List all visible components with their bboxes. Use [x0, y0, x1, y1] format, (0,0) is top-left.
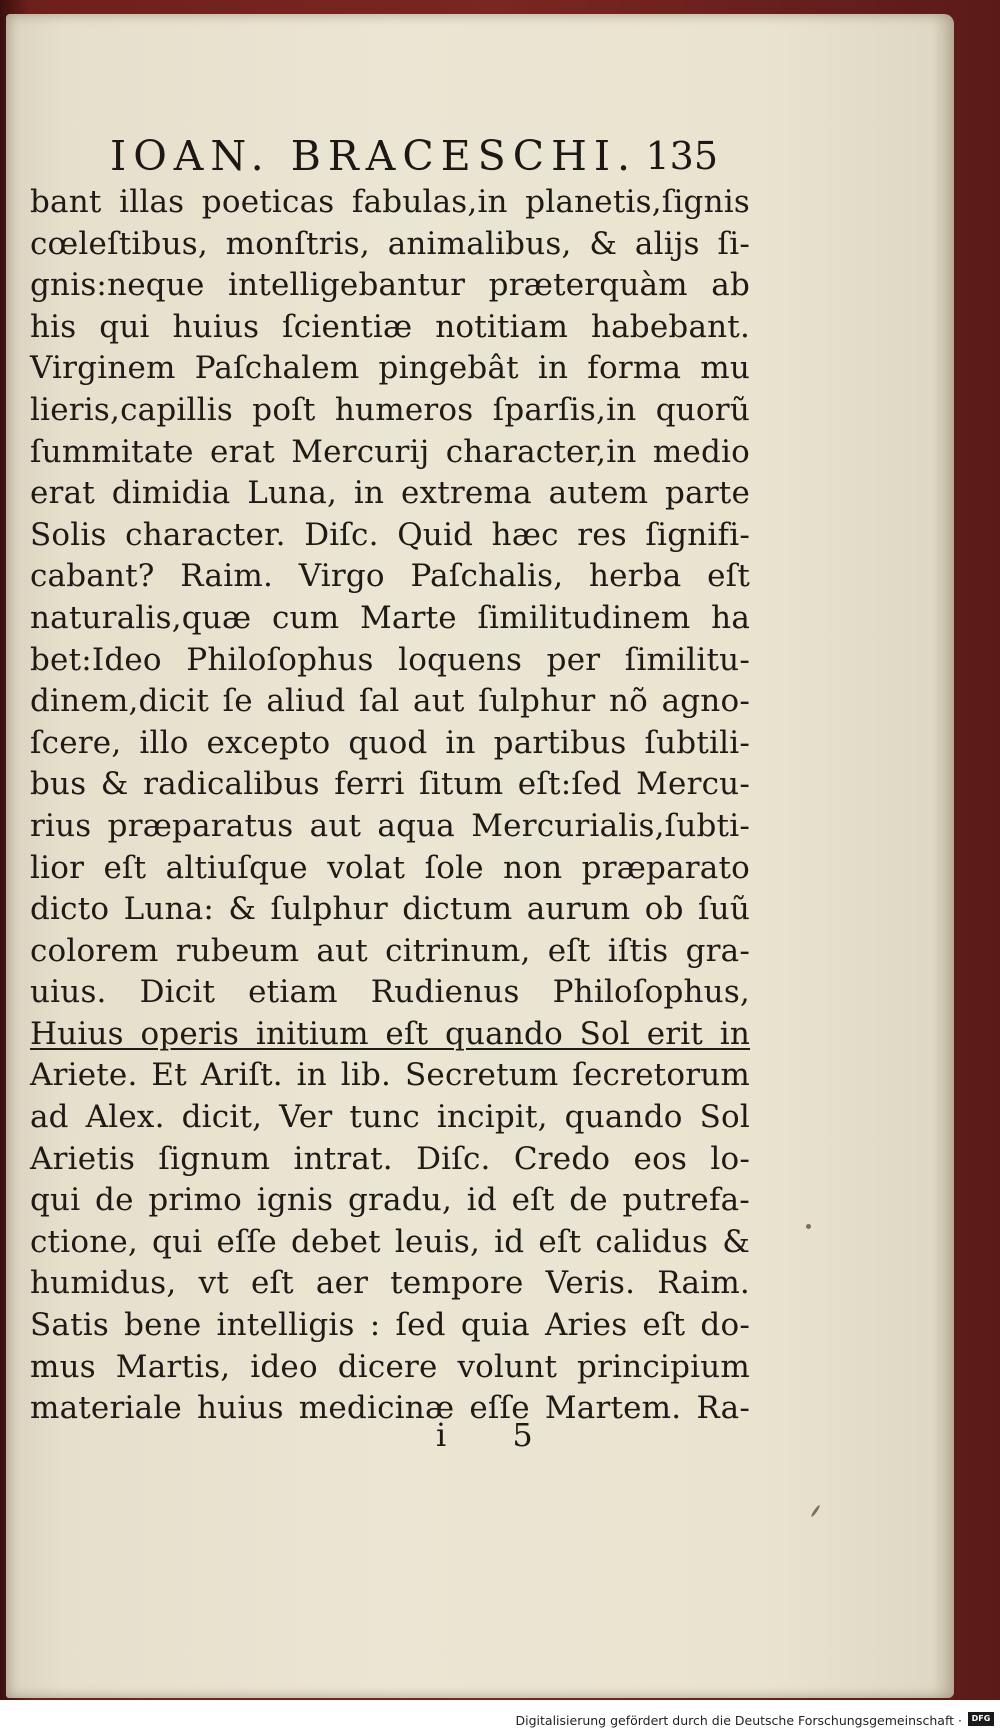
text-line: Arietis ſignum intrat. Diſc. Credo eos lo-: [30, 1140, 750, 1177]
digitization-credit: Digitalisierung gefördert durch die Deutsche Forschungsgemeinschaft ·: [515, 1713, 962, 1728]
text-line: Virginem Paſchalem pingebât in forma mu: [30, 350, 750, 387]
running-head: [98, 126, 718, 186]
running-title: IOAN. BRACESCHI.: [110, 132, 638, 180]
text-line: uius. Dicit etiam Rudienus Philoſophus,: [30, 974, 750, 1011]
text-line: Solis character. Diſc. Quid hæc res ſignifi-: [30, 516, 750, 553]
text-line: ad Alex. dicit, Ver tunc incipit, quando Sol: [30, 1099, 750, 1136]
text-line: colorem rubeum aut citrinum, eſt iſtis gra-: [30, 932, 750, 969]
text-line: bus & radicalibus ferri ſitum eſt:ſed Mercu-: [30, 766, 750, 803]
footer-bar: [0, 1700, 1000, 1732]
text-line: cœleſtibus, monſtris, animalibus, & alijs ſi-: [30, 225, 750, 262]
text-line: materiale huius medicinæ eſſe Martem. Ra-: [30, 1390, 750, 1427]
text-line: ſcere, illo excepto quod in partibus ſubtili-: [30, 724, 750, 761]
text-line: mus Martis, ideo dicere volunt principium: [30, 1348, 750, 1385]
text-line: bant illas poeticas fabulas,in planetis,ſignis: [30, 184, 750, 220]
page-edge-shadow: [932, 14, 954, 1698]
body-text: [30, 182, 750, 1430]
book-page: [6, 14, 954, 1698]
text-line: erat dimidia Luna, in extrema autem parte: [30, 475, 750, 512]
signature-mark: i 5: [436, 1416, 561, 1454]
text-line: his qui huius ſcientiæ notitiam habebant.: [30, 308, 750, 345]
text-line: dicto Luna: & ſulphur dictum aurum ob ſuũ: [30, 891, 750, 928]
text-line: ſummitate erat Mercurij character,in medio: [30, 433, 750, 470]
text-line: bet:Ideo Philoſophus loquens per ſimilitu-: [30, 641, 750, 678]
text-line: dinem,dicit ſe aliud ſal aut ſulphur nõ agno-: [30, 683, 750, 720]
page-number: 135: [645, 134, 718, 178]
paper-speck: [810, 1504, 820, 1517]
underlined-passage: Huius operis initium eſt quando Sol erit in: [30, 1015, 750, 1052]
text-line: lior eſt altiuſque volat ſole non præparato: [30, 849, 750, 886]
text-line: rius præparatus aut aqua Mercurialis,ſubti-: [30, 807, 750, 844]
text-line: Ariete. Et Ariſt. in lib. Secretum ſecretorum: [30, 1057, 750, 1094]
text-line: humidus, vt eſt aer tempore Veris. Raim.: [30, 1265, 750, 1302]
text-line: cabant? Raim. Virgo Paſchalis, herba eſt: [30, 558, 750, 595]
text-line-underlined: [30, 1014, 750, 1056]
text-line: lieris,capillis poſt humeros ſparſis,in quorũ: [30, 391, 750, 428]
text-line: naturalis,quæ cum Marte ſimilitudinem ha: [30, 599, 750, 636]
text-line: Satis bene intelligis : ſed quia Aries eſt do-: [30, 1307, 750, 1344]
text-line: gnis:neque intelligebantur præterquàm ab: [30, 267, 750, 304]
text-line: qui de primo ignis gradu, id eſt de putrefa-: [30, 1182, 750, 1219]
text-line: ctione, qui eſſe debet leuis, id eſt calidus &: [30, 1223, 750, 1260]
paper-speck: [806, 1224, 811, 1229]
dfg-logo: DFG: [968, 1712, 994, 1726]
